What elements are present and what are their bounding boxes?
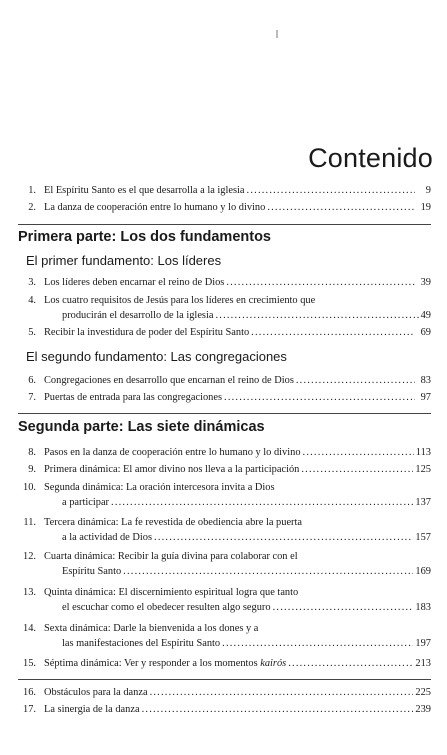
leader-dots	[226, 276, 415, 289]
toc-entry[interactable]	[18, 201, 431, 214]
entry-number: 1.	[28, 185, 36, 196]
entry-title: Cuarta dinámica: Recibir la guía divina para colaborar con el	[44, 551, 298, 562]
entry-title-continued: Espíritu Santo	[62, 566, 122, 577]
entry-page: 225	[415, 687, 431, 698]
leader-dots	[142, 703, 414, 716]
entry-title-continued: producirán el desarrollo de la iglesia	[62, 310, 214, 321]
entry-number: 6.	[28, 375, 36, 386]
toc-entry[interactable]	[18, 516, 431, 529]
toc-entry[interactable]	[18, 550, 431, 563]
entry-title-continued: a la actividad de Dios	[62, 532, 153, 543]
leader-dots	[273, 601, 414, 614]
entry-title: Quinta dinámica: El discernimiento espiritual logra que tanto	[44, 587, 299, 598]
entry-title: El Espíritu Santo es el que desarrolla a la iglesia	[44, 185, 245, 196]
entry-number: 15.	[23, 658, 36, 669]
entry-title: Sexta dinámica: Darle la bienvenida a los dones y a	[44, 623, 259, 634]
section-divider	[18, 413, 431, 414]
entry-title: Los cuatro requisitos de Jesús para los líderes en crecimiento que	[44, 295, 316, 306]
entry-title: Puertas de entrada para las congregaciones	[44, 392, 223, 403]
entry-title: La danza de cooperación entre lo humano y lo divino	[44, 202, 266, 213]
entry-title-italic: kairós	[260, 658, 287, 669]
toc-entry[interactable]	[18, 374, 431, 387]
entry-number: 3.	[28, 277, 36, 288]
leader-dots	[215, 309, 418, 322]
entry-page: 113	[415, 447, 431, 458]
entry-page: 169	[415, 566, 431, 577]
section-heading: El segundo fundamento: Las congregaciones	[26, 349, 287, 364]
toc-entry[interactable]	[18, 294, 431, 307]
toc-entry-continuation[interactable]	[18, 565, 431, 578]
section-heading: El primer fundamento: Los líderes	[26, 253, 222, 268]
entry-title	[44, 657, 286, 670]
entry-page: 19	[420, 202, 431, 213]
entry-number: 8.	[28, 447, 36, 458]
page-mark	[276, 30, 278, 38]
leader-dots	[123, 565, 413, 578]
toc-entry[interactable]	[18, 622, 431, 635]
entry-page: 239	[415, 704, 431, 715]
leader-dots	[301, 463, 413, 476]
entry-title: Primera dinámica: El amor divino nos lleva a la participación	[44, 464, 300, 475]
entry-number: 7.	[28, 392, 36, 403]
entry-page: 125	[415, 464, 431, 475]
entry-title: Pasos en la danza de cooperación entre lo humano y lo divino	[44, 447, 301, 458]
entry-title: Los líderes deben encarnar el reino de Dios	[44, 277, 225, 288]
entry-number: 17.	[23, 704, 36, 715]
entry-number: 11.	[23, 517, 36, 528]
section-divider	[18, 679, 431, 680]
entry-page: 83	[420, 375, 431, 386]
section-divider	[18, 224, 431, 225]
toc-entry[interactable]	[18, 463, 431, 476]
entry-title-continued: el escuchar como el obedecer resulten algo seguro	[62, 602, 271, 613]
leader-dots	[111, 496, 413, 509]
toc-entry[interactable]	[18, 481, 431, 494]
toc-entry[interactable]	[18, 586, 431, 599]
leader-dots	[154, 531, 413, 544]
toc-entry[interactable]	[18, 446, 431, 459]
toc-entry[interactable]	[18, 184, 431, 197]
entry-number: 10.	[23, 482, 36, 493]
toc-entry[interactable]	[18, 326, 431, 339]
entry-page: 69	[420, 327, 431, 338]
leader-dots	[303, 446, 414, 459]
entry-title-continued: a participar	[62, 497, 110, 508]
leader-dots	[296, 374, 415, 387]
toc-entry[interactable]	[18, 391, 431, 404]
toc-entry-continuation[interactable]	[18, 309, 431, 322]
toc-entry[interactable]	[18, 276, 431, 289]
entry-number: 16.	[23, 687, 36, 698]
leader-dots	[150, 686, 414, 699]
entry-page: 49	[420, 310, 431, 321]
entry-title: Segunda dinámica: La oración intercesora invita a Dios	[44, 482, 275, 493]
entry-page: 157	[415, 532, 431, 543]
leader-dots	[288, 657, 413, 670]
toc-entry[interactable]	[18, 703, 431, 716]
leader-dots	[267, 201, 415, 214]
entry-title: La sinergia de la danza	[44, 704, 140, 715]
entry-number: 2.	[28, 202, 36, 213]
entry-title-main: Séptima dinámica: Ver y responder a los momentos	[44, 658, 261, 669]
toc-entry[interactable]	[18, 657, 431, 670]
leader-dots	[222, 637, 413, 650]
part-heading: Segunda parte: Las siete dinámicas	[18, 419, 265, 435]
toc-entry-continuation[interactable]	[18, 496, 431, 509]
entry-title: Obstáculos para la danza	[44, 687, 148, 698]
entry-page: 213	[415, 658, 431, 669]
entry-number: 4.	[28, 295, 36, 306]
toc-entry-continuation[interactable]	[18, 601, 431, 614]
leader-dots	[247, 184, 415, 197]
part-heading: Primera parte: Los dos fundamentos	[18, 229, 271, 245]
entry-number: 12.	[23, 551, 36, 562]
entry-title: Recibir la investidura de poder del Espíritu Santo	[44, 327, 250, 338]
toc-entry[interactable]	[18, 686, 431, 699]
toc-entry-continuation[interactable]	[18, 531, 431, 544]
entry-page: 39	[420, 277, 431, 288]
entry-title: Congregaciones en desarrollo que encarnan el reino de Dios	[44, 375, 294, 386]
entry-title-continued: las manifestaciones del Espíritu Santo	[62, 638, 221, 649]
entry-page: 9	[425, 185, 431, 196]
page-title: Contenido	[308, 143, 433, 173]
toc-entry-continuation[interactable]	[18, 637, 431, 650]
entry-page: 137	[415, 497, 431, 508]
leader-dots	[251, 326, 415, 339]
entry-page: 97	[420, 392, 431, 403]
entry-number: 9.	[28, 464, 36, 475]
entry-page: 197	[415, 638, 431, 649]
entry-page: 183	[415, 602, 431, 613]
entry-number: 5.	[28, 327, 36, 338]
leader-dots	[224, 391, 415, 404]
entry-title: Tercera dinámica: La fe revestida de obediencia abre la puerta	[44, 517, 303, 528]
entry-number: 13.	[23, 587, 36, 598]
entry-number: 14.	[23, 623, 36, 634]
